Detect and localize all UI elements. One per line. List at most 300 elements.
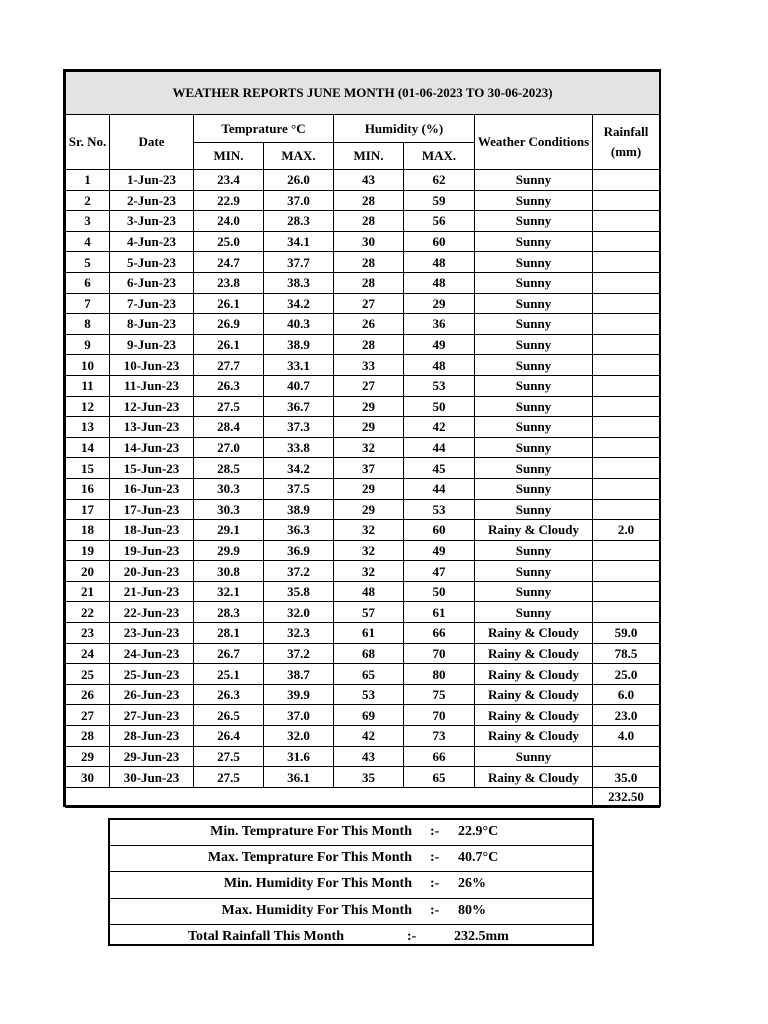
- rainfall-cell: [593, 437, 660, 458]
- date-cell: 7-Jun-23: [110, 293, 194, 314]
- temp-max-cell: 32.0: [264, 602, 334, 623]
- sr-no-cell: 18: [66, 520, 110, 541]
- table-row: [66, 190, 660, 211]
- table-row: [66, 499, 660, 520]
- date-cell: 3-Jun-23: [110, 211, 194, 232]
- temp-max-cell: 31.6: [264, 746, 334, 767]
- temp-min-cell: 27.5: [194, 396, 264, 417]
- sr-no-cell: 23: [66, 623, 110, 644]
- summary-separator: :-: [430, 850, 440, 866]
- temp-max-cell: 36.1: [264, 767, 334, 788]
- rainfall-cell: [593, 561, 660, 582]
- date-cell: 22-Jun-23: [110, 602, 194, 623]
- humidity-min-cell: 26: [334, 314, 404, 335]
- rainfall-cell: 59.0: [593, 623, 660, 644]
- weather-condition-cell: Sunny: [475, 581, 593, 602]
- humidity-min-cell: 69: [334, 705, 404, 726]
- humidity-max-cell: 49: [404, 540, 475, 561]
- date-cell: 21-Jun-23: [110, 581, 194, 602]
- summary-separator: :-: [430, 876, 440, 892]
- temp-min-cell: 28.5: [194, 458, 264, 479]
- temp-min-cell: 26.3: [194, 375, 264, 396]
- humidity-min-cell: 29: [334, 396, 404, 417]
- date-cell: 10-Jun-23: [110, 355, 194, 376]
- temp-max-cell: 37.5: [264, 478, 334, 499]
- humidity-min-cell: 29: [334, 417, 404, 438]
- table-row: [66, 478, 660, 499]
- temp-min-cell: 27.5: [194, 767, 264, 788]
- humidity-min-cell: 28: [334, 334, 404, 355]
- temp-max-cell: 40.3: [264, 314, 334, 335]
- table-row: [66, 705, 660, 726]
- table-row: [66, 602, 660, 623]
- humidity-max-cell: 66: [404, 623, 475, 644]
- humidity-max-cell: 49: [404, 334, 475, 355]
- weather-condition-cell: Sunny: [475, 417, 593, 438]
- temp-max-cell: 32.0: [264, 726, 334, 747]
- sr-no-cell: 7: [66, 293, 110, 314]
- humidity-max-header: MAX.: [404, 143, 475, 170]
- temp-max-cell: 36.3: [264, 520, 334, 541]
- rainfall-cell: 6.0: [593, 684, 660, 705]
- temp-max-cell: 37.0: [264, 190, 334, 211]
- weather-condition-cell: Sunny: [475, 540, 593, 561]
- humidity-max-cell: 47: [404, 561, 475, 582]
- sr-no-cell: 27: [66, 705, 110, 726]
- humidity-max-cell: 60: [404, 231, 475, 252]
- rainfall-cell: [593, 231, 660, 252]
- sr-no-cell: 5: [66, 252, 110, 273]
- table-row: [66, 561, 660, 582]
- date-cell: 1-Jun-23: [110, 170, 194, 191]
- humidity-max-cell: 48: [404, 252, 475, 273]
- weather-condition-cell: Sunny: [475, 252, 593, 273]
- rainfall-cell: 23.0: [593, 705, 660, 726]
- humidity-max-cell: 29: [404, 293, 475, 314]
- table-row: [66, 211, 660, 232]
- sr-no-cell: 19: [66, 540, 110, 561]
- temp-min-cell: 23.8: [194, 272, 264, 293]
- humidity-min-cell: 57: [334, 602, 404, 623]
- humidity-min-cell: 27: [334, 375, 404, 396]
- table-row: [66, 272, 660, 293]
- summary-line: [110, 872, 592, 898]
- rainfall-cell: [593, 540, 660, 561]
- temp-max-cell: 36.9: [264, 540, 334, 561]
- rainfall-cell: [593, 375, 660, 396]
- summary-line: [110, 846, 592, 872]
- summary-value: 22.9°C: [458, 824, 499, 839]
- temp-min-cell: 32.1: [194, 581, 264, 602]
- date-cell: 6-Jun-23: [110, 272, 194, 293]
- sr-no-cell: 25: [66, 664, 110, 685]
- report-body: [66, 170, 660, 788]
- date-cell: 20-Jun-23: [110, 561, 194, 582]
- temp-min-cell: 30.3: [194, 499, 264, 520]
- table-row: [66, 437, 660, 458]
- rainfall-cell: [593, 417, 660, 438]
- temp-max-cell: 34.2: [264, 458, 334, 479]
- temp-min-cell: 29.9: [194, 540, 264, 561]
- temp-min-cell: 28.3: [194, 602, 264, 623]
- table-row: [66, 375, 660, 396]
- temp-max-cell: 37.0: [264, 705, 334, 726]
- temp-max-cell: 35.8: [264, 581, 334, 602]
- weather-condition-cell: Sunny: [475, 314, 593, 335]
- table-row: [66, 767, 660, 788]
- weather-report-table: [63, 69, 661, 807]
- date-cell: 8-Jun-23: [110, 314, 194, 335]
- sr-no-cell: 9: [66, 334, 110, 355]
- humidity-min-cell: 28: [334, 272, 404, 293]
- summary-label: Total Rainfall This Month: [188, 928, 344, 944]
- weather-condition-cell: Rainy & Cloudy: [475, 623, 593, 644]
- humidity-min-cell: 43: [334, 170, 404, 191]
- temp-min-cell: 26.1: [194, 334, 264, 355]
- temp-max-cell: 26.0: [264, 170, 334, 191]
- temp-min-cell: 26.5: [194, 705, 264, 726]
- temp-min-cell: 28.4: [194, 417, 264, 438]
- temp-max-cell: 37.2: [264, 643, 334, 664]
- rainfall-cell: 25.0: [593, 664, 660, 685]
- rainfall-total: 232.50: [593, 787, 660, 807]
- humidity-min-cell: 28: [334, 190, 404, 211]
- summary-label: Max. Humidity For This Month: [221, 902, 412, 918]
- rainfall-cell: [593, 334, 660, 355]
- temp-min-cell: 24.7: [194, 252, 264, 273]
- date-cell: 2-Jun-23: [110, 190, 194, 211]
- date-cell: 25-Jun-23: [110, 664, 194, 685]
- date-cell: 24-Jun-23: [110, 643, 194, 664]
- weather-condition-cell: Rainy & Cloudy: [475, 520, 593, 541]
- humidity-max-cell: 75: [404, 684, 475, 705]
- humidity-max-cell: 36: [404, 314, 475, 335]
- temp-max-cell: 34.2: [264, 293, 334, 314]
- temp-max-cell: 37.3: [264, 417, 334, 438]
- humidity-max-cell: 59: [404, 190, 475, 211]
- temp-max-cell: 40.7: [264, 375, 334, 396]
- weather-condition-cell: Sunny: [475, 170, 593, 191]
- temp-min-cell: 26.4: [194, 726, 264, 747]
- date-cell: 23-Jun-23: [110, 623, 194, 644]
- summary-label: Min. Temprature For This Month: [210, 824, 412, 839]
- temp-min-cell: 27.5: [194, 746, 264, 767]
- table-row: [66, 746, 660, 767]
- summary-value: 80%: [458, 902, 486, 918]
- humidity-max-cell: 65: [404, 767, 475, 788]
- report-title: WEATHER REPORTS JUNE MONTH (01-06-2023 TO 30-06-2023): [66, 72, 660, 115]
- humidity-header: Humidity (%): [334, 115, 475, 143]
- humidity-min-cell: 32: [334, 437, 404, 458]
- weather-condition-cell: Sunny: [475, 355, 593, 376]
- rainfall-cell: [593, 190, 660, 211]
- table-row: [66, 417, 660, 438]
- sr-no-cell: 22: [66, 602, 110, 623]
- rainfall-cell: [593, 293, 660, 314]
- rainfall-cell: 4.0: [593, 726, 660, 747]
- table-row: [66, 643, 660, 664]
- humidity-max-cell: 53: [404, 375, 475, 396]
- sr-no-cell: 29: [66, 746, 110, 767]
- table-row: [66, 623, 660, 644]
- temp-max-cell: 39.9: [264, 684, 334, 705]
- rainfall-cell: 2.0: [593, 520, 660, 541]
- sr-no-cell: 8: [66, 314, 110, 335]
- humidity-max-cell: 56: [404, 211, 475, 232]
- table-row: [66, 293, 660, 314]
- sr-no-cell: 3: [66, 211, 110, 232]
- humidity-max-cell: 70: [404, 705, 475, 726]
- humidity-max-cell: 61: [404, 602, 475, 623]
- temp-min-cell: 29.1: [194, 520, 264, 541]
- temp-max-cell: 36.7: [264, 396, 334, 417]
- table-row: [66, 334, 660, 355]
- temp-max-cell: 38.3: [264, 272, 334, 293]
- date-cell: 28-Jun-23: [110, 726, 194, 747]
- table-row: [66, 540, 660, 561]
- sr-no-cell: 17: [66, 499, 110, 520]
- humidity-max-cell: 60: [404, 520, 475, 541]
- weather-condition-cell: Sunny: [475, 458, 593, 479]
- summary-line: [110, 925, 592, 950]
- table-row: [66, 355, 660, 376]
- sr-no-cell: 2: [66, 190, 110, 211]
- temperature-header: Temprature °C: [194, 115, 334, 143]
- temp-min-header: MIN.: [194, 143, 264, 170]
- temp-max-header: MAX.: [264, 143, 334, 170]
- humidity-min-cell: 48: [334, 581, 404, 602]
- summary-value: 232.5mm: [454, 928, 509, 944]
- temp-max-cell: 37.2: [264, 561, 334, 582]
- summary-separator: :-: [430, 824, 440, 839]
- temp-max-cell: 34.1: [264, 231, 334, 252]
- date-cell: 14-Jun-23: [110, 437, 194, 458]
- weather-condition-cell: Sunny: [475, 561, 593, 582]
- summary-value: 26%: [458, 876, 486, 892]
- table-row: [66, 231, 660, 252]
- weather-condition-cell: Rainy & Cloudy: [475, 684, 593, 705]
- summary-line: [110, 899, 592, 925]
- sr-no-cell: 1: [66, 170, 110, 191]
- humidity-min-cell: 32: [334, 540, 404, 561]
- sr-no-cell: 24: [66, 643, 110, 664]
- date-cell: 19-Jun-23: [110, 540, 194, 561]
- rainfall-cell: [593, 458, 660, 479]
- table-row: [66, 396, 660, 417]
- weather-condition-cell: Sunny: [475, 334, 593, 355]
- sr-no-cell: 15: [66, 458, 110, 479]
- weather-condition-cell: Sunny: [475, 746, 593, 767]
- date-cell: 5-Jun-23: [110, 252, 194, 273]
- weather-condition-cell: Sunny: [475, 293, 593, 314]
- humidity-min-cell: 35: [334, 767, 404, 788]
- humidity-max-cell: 44: [404, 437, 475, 458]
- humidity-min-cell: 27: [334, 293, 404, 314]
- sr-no-cell: 6: [66, 272, 110, 293]
- humidity-min-cell: 30: [334, 231, 404, 252]
- rainfall-cell: [593, 272, 660, 293]
- sr-no-cell: 16: [66, 478, 110, 499]
- table-row: [66, 252, 660, 273]
- date-cell: 11-Jun-23: [110, 375, 194, 396]
- humidity-max-cell: 50: [404, 396, 475, 417]
- rainfall-cell: [593, 314, 660, 335]
- humidity-min-cell: 42: [334, 726, 404, 747]
- sr-no-cell: 20: [66, 561, 110, 582]
- humidity-min-cell: 53: [334, 684, 404, 705]
- humidity-min-cell: 29: [334, 478, 404, 499]
- humidity-min-cell: 68: [334, 643, 404, 664]
- weather-condition-cell: Sunny: [475, 190, 593, 211]
- temp-min-cell: 30.3: [194, 478, 264, 499]
- temp-max-cell: 38.7: [264, 664, 334, 685]
- temp-min-cell: 26.9: [194, 314, 264, 335]
- table-row: [66, 170, 660, 191]
- humidity-min-cell: 28: [334, 252, 404, 273]
- temp-min-cell: 25.0: [194, 231, 264, 252]
- date-cell: 18-Jun-23: [110, 520, 194, 541]
- date-cell: 16-Jun-23: [110, 478, 194, 499]
- temp-min-cell: 30.8: [194, 561, 264, 582]
- temp-min-cell: 22.9: [194, 190, 264, 211]
- rainfall-cell: [593, 252, 660, 273]
- weather-condition-cell: Sunny: [475, 211, 593, 232]
- temp-max-cell: 32.3: [264, 623, 334, 644]
- sr-no-cell: 26: [66, 684, 110, 705]
- date-cell: 15-Jun-23: [110, 458, 194, 479]
- weather-condition-cell: Rainy & Cloudy: [475, 664, 593, 685]
- sr-no-cell: 30: [66, 767, 110, 788]
- humidity-min-cell: 28: [334, 211, 404, 232]
- date-cell: 29-Jun-23: [110, 746, 194, 767]
- humidity-min-cell: 32: [334, 561, 404, 582]
- date-cell: 12-Jun-23: [110, 396, 194, 417]
- table-row: [66, 581, 660, 602]
- sr-no-cell: 12: [66, 396, 110, 417]
- table-row: [66, 314, 660, 335]
- rainfall-header: Rainfall (mm): [593, 115, 660, 170]
- table-row: [66, 684, 660, 705]
- table-row: [66, 458, 660, 479]
- date-cell: 4-Jun-23: [110, 231, 194, 252]
- temp-min-cell: 25.1: [194, 664, 264, 685]
- weather-condition-cell: Sunny: [475, 602, 593, 623]
- sr-no-cell: 13: [66, 417, 110, 438]
- temp-min-cell: 26.3: [194, 684, 264, 705]
- date-cell: 9-Jun-23: [110, 334, 194, 355]
- date-cell: 30-Jun-23: [110, 767, 194, 788]
- weather-condition-cell: Sunny: [475, 272, 593, 293]
- temp-min-cell: 24.0: [194, 211, 264, 232]
- rainfall-cell: [593, 581, 660, 602]
- humidity-min-cell: 61: [334, 623, 404, 644]
- table-row: [66, 664, 660, 685]
- rainfall-cell: [593, 499, 660, 520]
- humidity-max-cell: 62: [404, 170, 475, 191]
- rainfall-cell: [593, 355, 660, 376]
- temp-max-cell: 37.7: [264, 252, 334, 273]
- date-cell: 26-Jun-23: [110, 684, 194, 705]
- sr-no-cell: 21: [66, 581, 110, 602]
- table-row: [66, 726, 660, 747]
- humidity-max-cell: 44: [404, 478, 475, 499]
- weather-condition-cell: Rainy & Cloudy: [475, 767, 593, 788]
- weather-condition-cell: Rainy & Cloudy: [475, 705, 593, 726]
- temp-max-cell: 28.3: [264, 211, 334, 232]
- humidity-max-cell: 48: [404, 355, 475, 376]
- rainfall-cell: [593, 602, 660, 623]
- humidity-min-cell: 29: [334, 499, 404, 520]
- humidity-min-cell: 43: [334, 746, 404, 767]
- temp-min-cell: 23.4: [194, 170, 264, 191]
- date-cell: 27-Jun-23: [110, 705, 194, 726]
- temp-min-cell: 28.1: [194, 623, 264, 644]
- weather-conditions-header: Weather Conditions: [475, 115, 593, 170]
- rainfall-cell: 35.0: [593, 767, 660, 788]
- sr-no-cell: 10: [66, 355, 110, 376]
- weather-condition-cell: Sunny: [475, 478, 593, 499]
- weather-condition-cell: Rainy & Cloudy: [475, 643, 593, 664]
- humidity-max-cell: 50: [404, 581, 475, 602]
- humidity-max-cell: 45: [404, 458, 475, 479]
- rainfall-cell: [593, 396, 660, 417]
- summary-separator: :-: [407, 928, 417, 944]
- humidity-max-cell: 53: [404, 499, 475, 520]
- summary-label: Min. Humidity For This Month: [223, 876, 412, 892]
- humidity-min-cell: 37: [334, 458, 404, 479]
- rainfall-cell: [593, 746, 660, 767]
- rainfall-cell: [593, 211, 660, 232]
- temp-max-cell: 38.9: [264, 334, 334, 355]
- weather-condition-cell: Sunny: [475, 499, 593, 520]
- temp-max-cell: 33.8: [264, 437, 334, 458]
- temp-max-cell: 33.1: [264, 355, 334, 376]
- sr-no-cell: 28: [66, 726, 110, 747]
- humidity-min-header: MIN.: [334, 143, 404, 170]
- weather-condition-cell: Sunny: [475, 375, 593, 396]
- weather-condition-cell: Rainy & Cloudy: [475, 726, 593, 747]
- rainfall-cell: [593, 170, 660, 191]
- humidity-min-cell: 33: [334, 355, 404, 376]
- date-cell: 17-Jun-23: [110, 499, 194, 520]
- summary-line: [110, 820, 592, 846]
- temp-min-cell: 26.1: [194, 293, 264, 314]
- humidity-max-cell: 80: [404, 664, 475, 685]
- rainfall-cell: 78.5: [593, 643, 660, 664]
- date-header: Date: [110, 115, 194, 170]
- temp-min-cell: 27.0: [194, 437, 264, 458]
- temp-min-cell: 26.7: [194, 643, 264, 664]
- humidity-max-cell: 73: [404, 726, 475, 747]
- temp-min-cell: 27.7: [194, 355, 264, 376]
- temp-max-cell: 38.9: [264, 499, 334, 520]
- humidity-min-cell: 32: [334, 520, 404, 541]
- weather-condition-cell: Sunny: [475, 396, 593, 417]
- humidity-max-cell: 66: [404, 746, 475, 767]
- weather-condition-cell: Sunny: [475, 437, 593, 458]
- humidity-max-cell: 70: [404, 643, 475, 664]
- humidity-min-cell: 65: [334, 664, 404, 685]
- sr-no-header: Sr. No.: [66, 115, 110, 170]
- humidity-max-cell: 42: [404, 417, 475, 438]
- rainfall-cell: [593, 478, 660, 499]
- sr-no-cell: 4: [66, 231, 110, 252]
- total-spacer: [66, 787, 593, 807]
- table-row: [66, 520, 660, 541]
- summary-label: Max. Temprature For This Month: [207, 850, 412, 866]
- summary-separator: :-: [430, 902, 440, 918]
- sr-no-cell: 11: [66, 375, 110, 396]
